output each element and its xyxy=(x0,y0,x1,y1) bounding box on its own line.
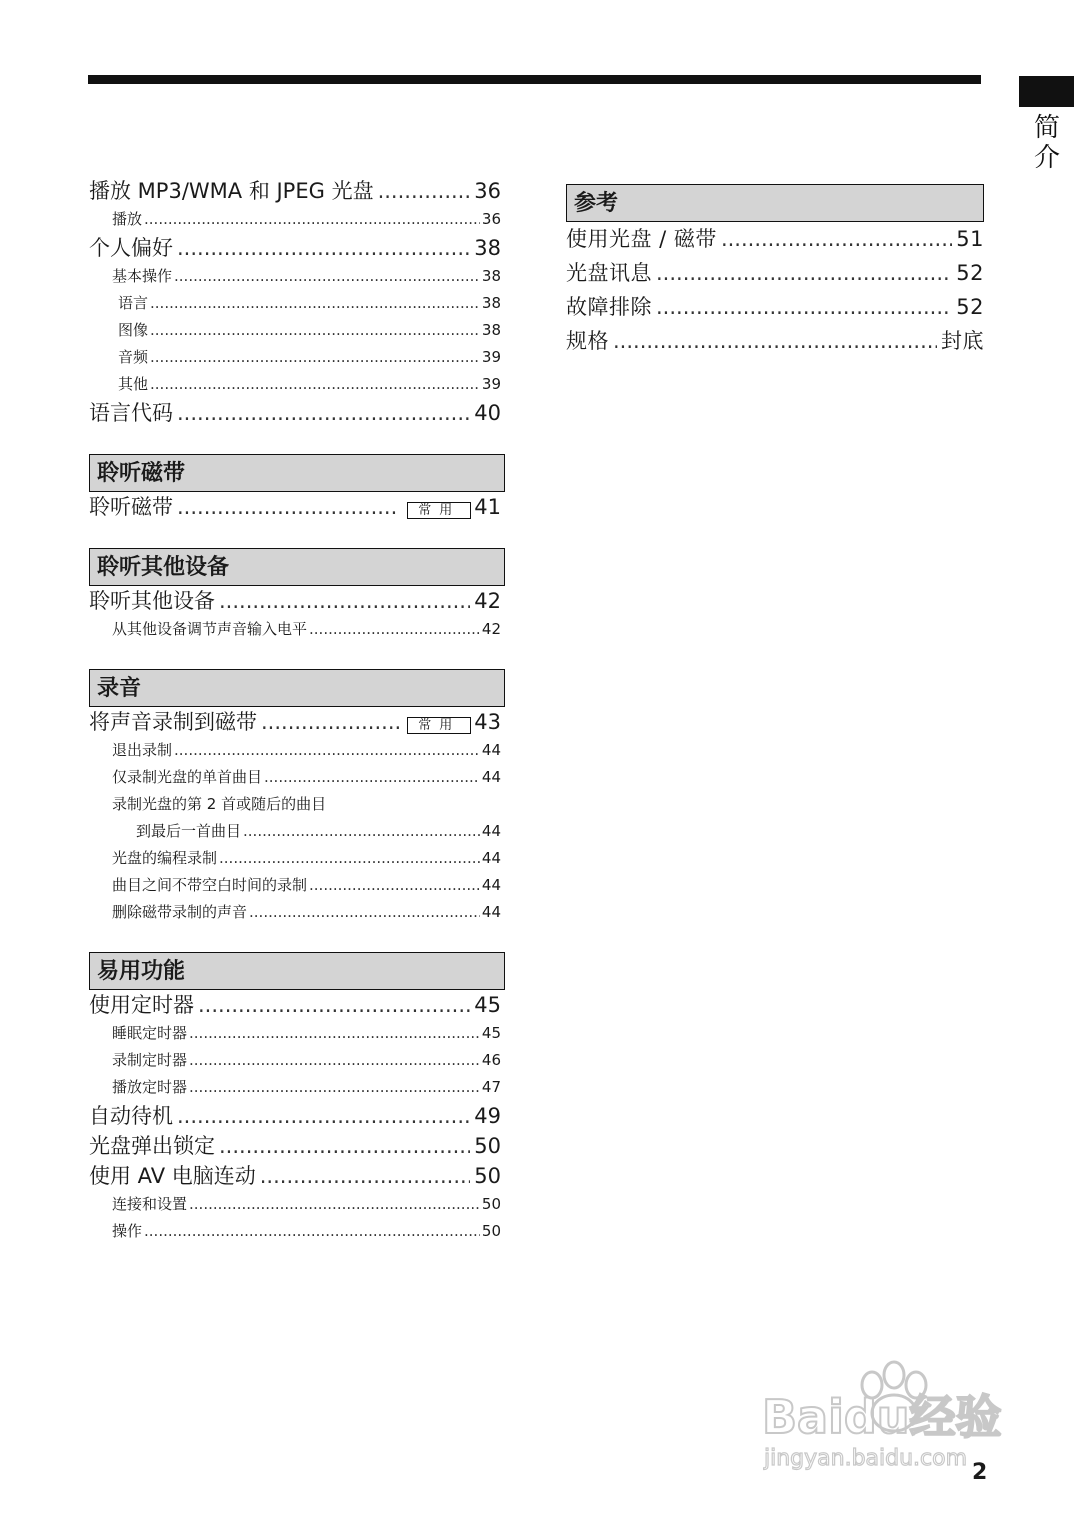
side-tab-marker xyxy=(1019,76,1074,107)
dot-leader xyxy=(261,707,399,737)
dot-leader xyxy=(144,206,480,233)
toc-entry-title: 故障排除 xyxy=(566,295,652,319)
page-number: 2 xyxy=(972,1460,988,1485)
common-badge: 常用 xyxy=(407,717,471,734)
top-rule xyxy=(88,75,981,84)
toc-subentry[interactable] xyxy=(89,1191,501,1218)
common-badge: 常用 xyxy=(407,502,471,519)
dot-leader xyxy=(177,398,470,428)
section-header: 聆听磁带 xyxy=(89,454,505,492)
toc-subentry[interactable] xyxy=(89,818,501,845)
toc-entry-title: 播放 MP3/WMA 和 JPEG 光盘 xyxy=(89,179,374,203)
toc-page-number: 封底 xyxy=(941,329,984,353)
dot-leader xyxy=(150,371,480,398)
toc-entry[interactable] xyxy=(89,990,501,1020)
toc-entry-title: 将声音录制到磁带 xyxy=(89,710,257,734)
dot-leader xyxy=(189,1020,480,1047)
toc-subentry[interactable] xyxy=(89,1074,501,1101)
toc-page-number: 50 xyxy=(474,1164,501,1188)
dot-leader xyxy=(174,737,480,764)
dot-leader xyxy=(656,290,952,324)
toc-subentry[interactable] xyxy=(89,1047,501,1074)
section-header: 聆听其他设备 xyxy=(89,548,505,586)
toc-page-number: 38 xyxy=(481,294,501,312)
toc-entry-title: 录制定时器 xyxy=(112,1051,188,1069)
dot-leader xyxy=(150,317,480,344)
dot-leader xyxy=(144,1218,480,1245)
toc-entry-title: 音频 xyxy=(118,348,149,366)
dot-leader xyxy=(174,263,480,290)
toc-entry[interactable] xyxy=(89,492,501,522)
dot-leader xyxy=(150,344,480,371)
dot-leader xyxy=(656,256,952,290)
toc-page-number: 42 xyxy=(474,589,501,613)
toc-subentry[interactable] xyxy=(89,764,501,791)
toc-page-number: 44 xyxy=(481,849,501,867)
toc-entry-title: 仅录制光盘的单首曲目 xyxy=(112,768,263,786)
toc-page-number: 39 xyxy=(481,375,501,393)
toc-page-number: 44 xyxy=(481,822,501,840)
dot-leader xyxy=(613,324,937,358)
toc-entry-title: 到最后一首曲目 xyxy=(136,822,242,840)
toc-entry-title: 聆听其他设备 xyxy=(89,589,215,613)
toc-page-number: 44 xyxy=(481,768,501,786)
toc-page-number: 44 xyxy=(481,741,501,759)
toc-subentry[interactable] xyxy=(89,290,501,317)
toc-right-column xyxy=(566,184,984,358)
toc-entry-title: 个人偏好 xyxy=(89,236,173,260)
dot-leader xyxy=(309,872,480,899)
toc-subentry[interactable] xyxy=(89,344,501,371)
toc-entry[interactable] xyxy=(89,233,501,263)
toc-page-number: 41 xyxy=(474,495,501,519)
toc-page-number: 44 xyxy=(481,876,501,894)
toc-subentry[interactable] xyxy=(89,263,501,290)
dot-leader xyxy=(219,586,470,616)
toc-entry[interactable] xyxy=(566,290,984,324)
toc-entry[interactable] xyxy=(566,324,984,358)
section-header: 录音 xyxy=(89,669,505,707)
toc-subentry[interactable] xyxy=(89,1218,501,1245)
toc-subentry[interactable] xyxy=(89,616,501,643)
toc-page-number: 51 xyxy=(956,227,984,251)
toc-entry-title: 连接和设置 xyxy=(112,1195,188,1213)
toc-page-number: 43 xyxy=(474,710,501,734)
dot-leader xyxy=(243,818,480,845)
toc-subentry[interactable] xyxy=(89,845,501,872)
toc-entry-title: 光盘的编程录制 xyxy=(112,849,218,867)
dot-leader xyxy=(219,1131,470,1161)
toc-subentry[interactable] xyxy=(89,206,501,233)
dot-leader xyxy=(189,1047,480,1074)
watermark-url: jingyan.baidu.com xyxy=(764,1446,968,1471)
toc-subentry[interactable] xyxy=(89,371,501,398)
toc-entry-title: 语言 xyxy=(118,294,149,312)
toc-entry[interactable] xyxy=(89,1161,501,1191)
section-header: 参考 xyxy=(566,184,984,222)
toc-entry[interactable] xyxy=(566,222,984,256)
baidu-watermark xyxy=(760,1355,1010,1475)
dot-leader xyxy=(189,1074,480,1101)
toc-subentry[interactable] xyxy=(89,737,501,764)
dot-leader xyxy=(260,1161,471,1191)
toc-entry-title: 使用定时器 xyxy=(89,993,194,1017)
toc-entry-title: 操作 xyxy=(112,1222,143,1240)
toc-entry[interactable] xyxy=(89,586,501,616)
toc-left-column xyxy=(89,176,501,1245)
toc-entry-title: 使用光盘 / 磁带 xyxy=(566,227,717,251)
toc-entry-title: 退出录制 xyxy=(112,741,173,759)
toc-entry[interactable] xyxy=(89,176,501,206)
toc-entry-title: 播放 xyxy=(112,210,143,228)
toc-entry-title: 曲目之间不带空白时间的录制 xyxy=(112,876,308,894)
dot-leader xyxy=(309,616,480,643)
toc-entry-title: 光盘讯息 xyxy=(566,261,652,285)
toc-page-number: 45 xyxy=(481,1024,501,1042)
dot-leader xyxy=(249,899,480,926)
toc-subentry[interactable] xyxy=(89,899,501,926)
toc-entry-title: 从其他设备调节声音输入电平 xyxy=(112,620,308,638)
toc-entry-title: 使用 AV 电脑连动 xyxy=(89,1164,256,1188)
toc-page-number: 39 xyxy=(481,348,501,366)
dot-leader xyxy=(219,845,480,872)
dot-leader xyxy=(721,222,952,256)
toc-entry-title: 基本操作 xyxy=(112,267,173,285)
toc-subentry[interactable] xyxy=(89,317,501,344)
toc-page-number: 50 xyxy=(481,1222,501,1240)
toc-page-number: 38 xyxy=(481,267,501,285)
toc-page-number: 46 xyxy=(481,1051,501,1069)
toc-page-number: 42 xyxy=(481,620,501,638)
toc-page-number: 49 xyxy=(474,1104,501,1128)
toc-page-number: 52 xyxy=(956,261,984,285)
toc-page-number: 38 xyxy=(474,236,501,260)
toc-subentry[interactable] xyxy=(89,791,501,818)
dot-leader xyxy=(198,990,470,1020)
side-tab-label: 简介 xyxy=(1033,113,1060,173)
toc-entry-title: 自动待机 xyxy=(89,1104,173,1128)
toc-entry-title: 规格 xyxy=(566,329,609,353)
dot-leader xyxy=(177,1101,470,1131)
toc-entry-title: 删除磁带录制的声音 xyxy=(112,903,248,921)
toc-entry-title: 播放定时器 xyxy=(112,1078,188,1096)
toc-page-number: 40 xyxy=(474,401,501,425)
watermark-brand: Baidu经验 xyxy=(762,1390,1002,1444)
toc-entry-title: 其他 xyxy=(118,375,149,393)
toc-entry[interactable] xyxy=(89,398,501,428)
toc-page-number: 36 xyxy=(474,179,501,203)
dot-leader xyxy=(264,764,480,791)
toc-entry-title: 图像 xyxy=(118,321,149,339)
toc-entry-title: 光盘弹出锁定 xyxy=(89,1134,215,1158)
toc-entry-title: 聆听磁带 xyxy=(89,495,173,519)
dot-leader xyxy=(177,492,399,522)
toc-page-number: 44 xyxy=(481,903,501,921)
toc-entry-title: 语言代码 xyxy=(89,401,173,425)
toc-page-number: 45 xyxy=(474,993,501,1017)
toc-page-number: 38 xyxy=(481,321,501,339)
toc-page-number: 52 xyxy=(956,295,984,319)
toc-entry-title: 睡眠定时器 xyxy=(112,1024,188,1042)
dot-leader xyxy=(378,176,471,206)
dot-leader xyxy=(189,1191,480,1218)
toc-subentry[interactable] xyxy=(89,1020,501,1047)
toc-entry[interactable] xyxy=(89,1101,501,1131)
toc-page-number: 36 xyxy=(481,210,501,228)
toc-entry[interactable] xyxy=(89,1131,501,1161)
toc-page-number: 50 xyxy=(481,1195,501,1213)
dot-leader xyxy=(150,290,480,317)
toc-subentry[interactable] xyxy=(89,872,501,899)
toc-entry[interactable] xyxy=(89,707,501,737)
toc-page-number: 50 xyxy=(474,1134,501,1158)
dot-leader xyxy=(177,233,470,263)
toc-entry[interactable] xyxy=(566,256,984,290)
section-header: 易用功能 xyxy=(89,952,505,990)
toc-page-number: 47 xyxy=(481,1078,501,1096)
toc-entry-title: 录制光盘的第 2 首或随后的曲目 xyxy=(112,795,327,813)
